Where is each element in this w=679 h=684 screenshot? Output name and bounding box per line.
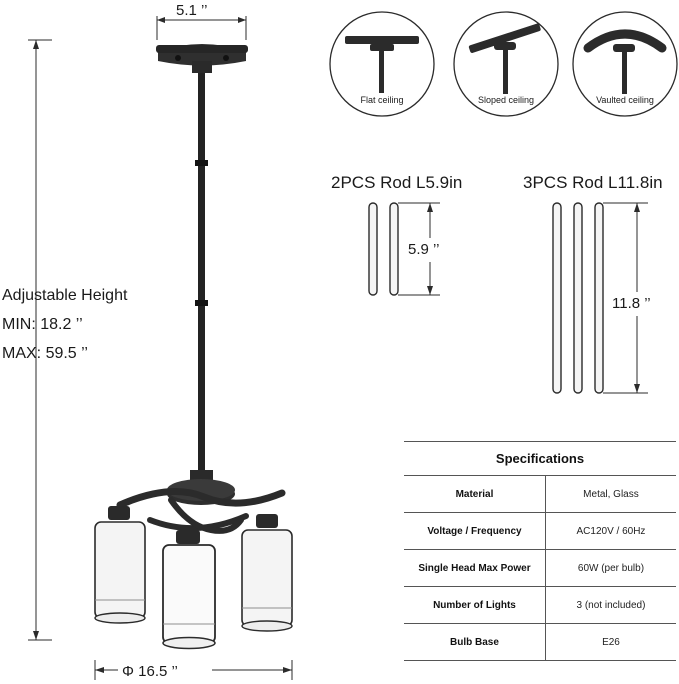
spec-label: Number of Lights [404,587,545,624]
rod-set-3pcs-title: 3PCS Rod L11.8in [523,173,663,192]
specifications-body [404,476,676,661]
spec-value: Metal, Glass [545,476,676,513]
specifications-title: Specifications [404,441,676,475]
rod-set-2pcs-dimension: 5.9 ’’ [408,241,440,258]
specifications-table [404,441,676,661]
adjustable-height-title: Adjustable Height [2,287,128,304]
spec-value: 60W (per bulb) [545,550,676,587]
table-row [404,513,676,550]
spec-label: Bulb Base [404,624,545,661]
table-row [404,476,676,513]
spec-value: E26 [545,624,676,661]
spec-label: Single Head Max Power [404,550,545,587]
rod-set-2pcs-title: 2PCS Rod L5.9in [331,173,463,192]
diameter-dimension-label: Φ 16.5 ’’ [122,663,178,680]
adjustable-height-min: MIN: 18.2 ’’ [2,316,83,333]
spec-value: 3 (not included) [545,587,676,624]
table-row [404,550,676,587]
ceiling-caption-sloped: Sloped ceiling [477,95,535,105]
rod-set-3pcs-dimension: 11.8 ’’ [612,295,651,312]
table-row [404,587,676,624]
spec-value: AC120V / 60Hz [545,513,676,550]
width-dimension-label: 5.1 ’’ [176,2,208,19]
table-row [404,624,676,661]
ceiling-caption-vaulted: Vaulted ceiling [596,95,654,105]
adjustable-height-max: MAX: 59.5 ’’ [2,345,88,362]
spec-label: Material [404,476,545,513]
spec-label: Voltage / Frequency [404,513,545,550]
ceiling-caption-flat: Flat ceiling [360,95,404,105]
